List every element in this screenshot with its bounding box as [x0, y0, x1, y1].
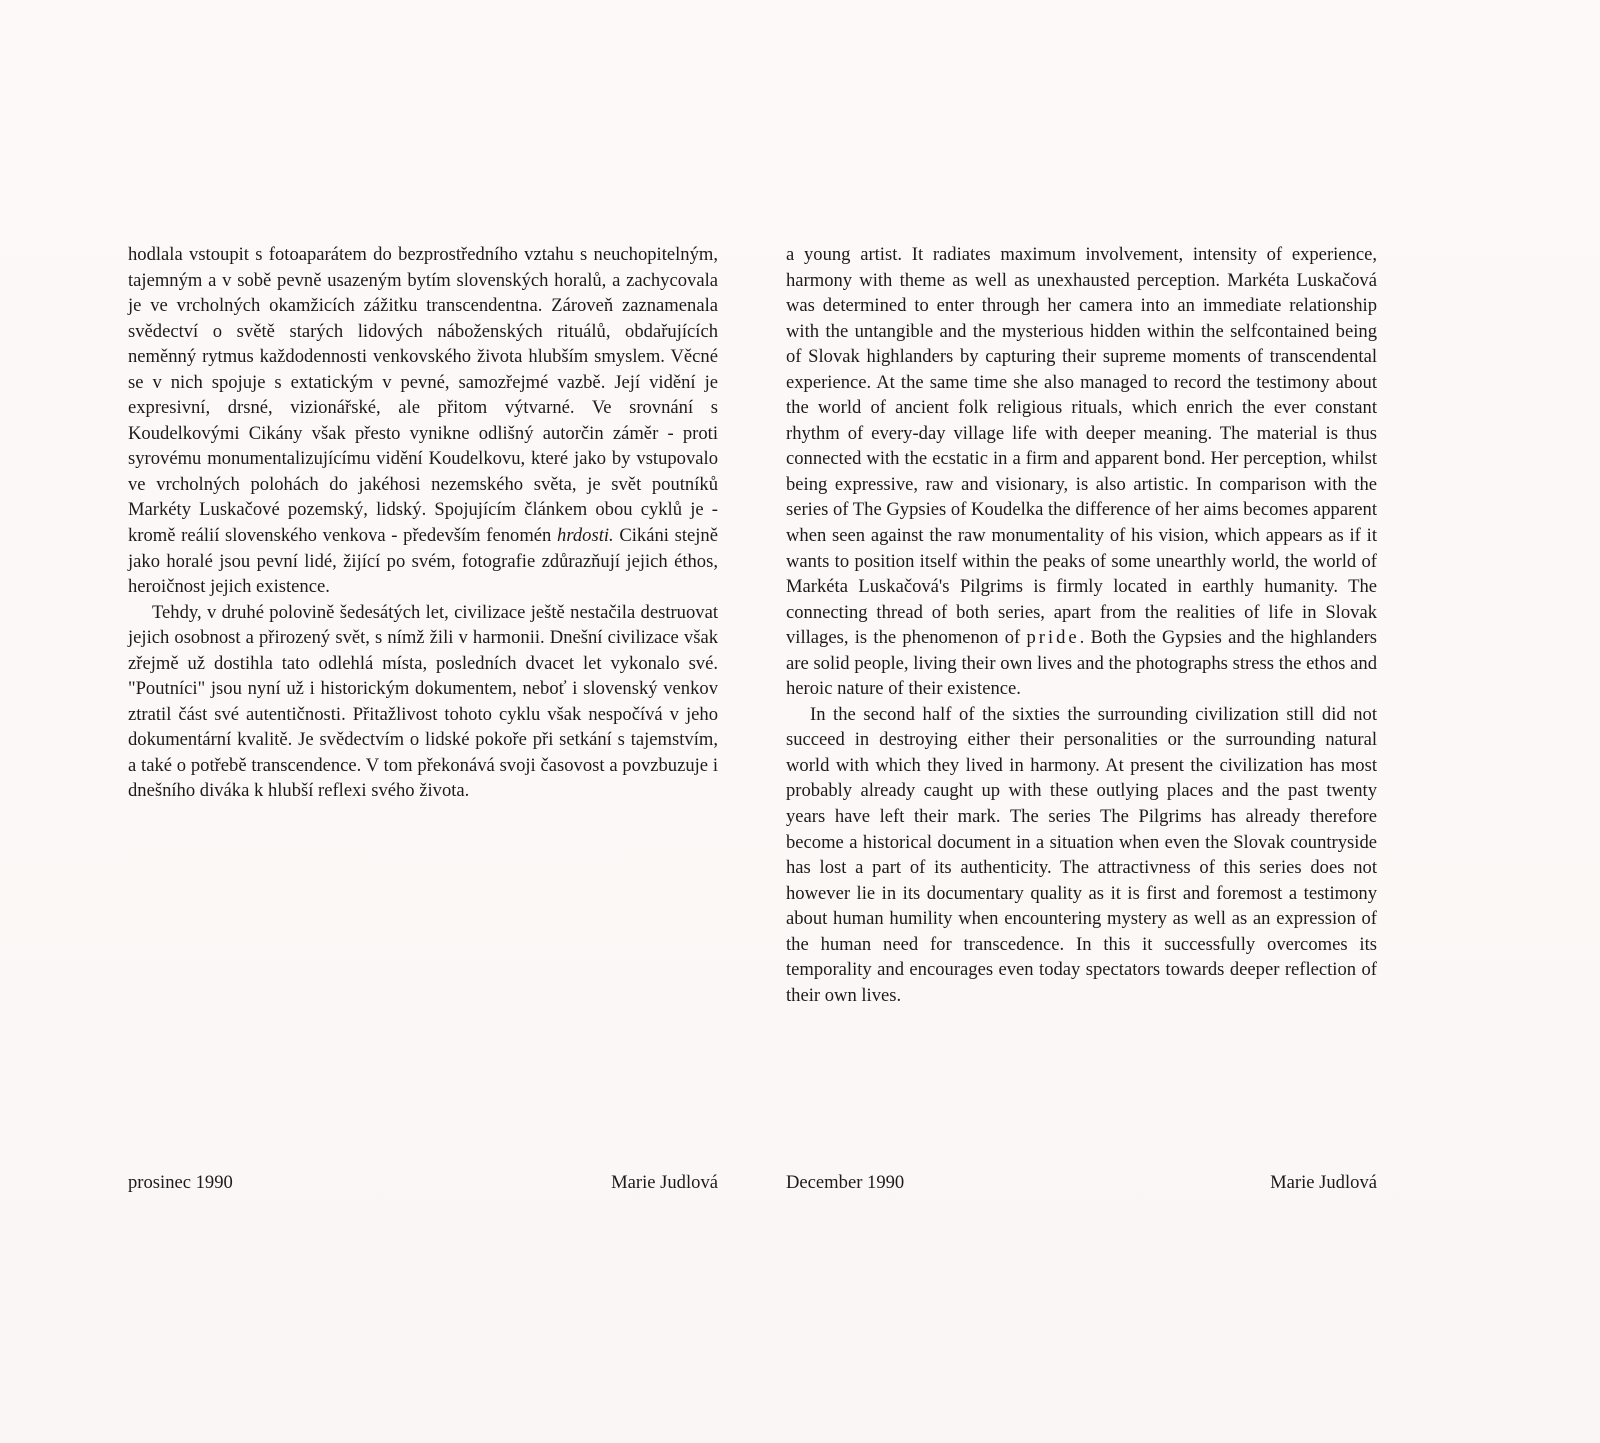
english-paragraph-1 [786, 242, 1377, 702]
czech-signature-line [128, 1172, 718, 1194]
english-paragraph-2: In the second half of the sixties the surrounding civilization still did not succeed in destroying either their personalities or the surrounding natural world with which they lived in harmony. At present the civilization has most probably already caught up with these outlying places and the past twenty years have left their mark. The series The Pilgrims has already therefore become a historical document in a situation when even the Slovak countryside has lost a part of its authenticity. The attractivness of this series does not however lie in its documentary quality as it is first and foremost a testimony about human humility when encountering mystery as well as an expression of the human need for transcedence. In this it successfully overcomes its temporality and encourages even today spectators towards deeper reflection of their own lives. [786, 703, 1377, 1006]
czech-paragraph-1-end: Cikáni stejně jako horalé jsou pevní lidé, žijící po svém, fotografie zdůrazňují jejich éthos, heroičnost jejich existence. [128, 525, 718, 598]
english-paragraph-1-end: . Both the Gypsies and the highlanders are solid people, living their own lives and the photographs stress the ethos and heroic nature of their existence. [786, 627, 1377, 700]
english-signature-line [786, 1172, 1377, 1194]
english-paragraph-1-text: a young artist. It radiates maximum involvement, intensity of experience, harmony with theme as well as unexhausted perception. Markéta Luskačová was determined to enter through her camera into an immediate relationship with the untangible and the mysterious hidden within the selfcontained being of Slovak highlanders by capturing their supreme moments of transcendental experience. At the same time she also managed to record the testimony about the world of ancient folk religious rituals, which enrich the ever constant rhythm of every-day village life with deeper meaning. The material is thus connected with the ecstatic in a firm and apparent bond. Her perception, whilst being expressive, raw and visionary, is also artistic. In comparison with the series of The Gypsies of Koudelka the difference of her aims becomes apparent when seen against the raw monumentality of his vision, which appears as if it wants to position itself within the peaks of some unearthly world, the world of Markéta Luskačová's Pilgrims is firmly located in earthly humanity. The connecting thread of both series, apart from the realities of life in Slovak villages, is the phenomenon of [786, 244, 1377, 649]
czech-emphasis-hrdosti: hrdosti. [557, 525, 614, 547]
czech-text-column [128, 242, 718, 804]
czech-date: prosinec 1990 [128, 1172, 233, 1193]
english-author: Marie Judlová [1270, 1172, 1377, 1193]
english-date: December 1990 [786, 1172, 905, 1193]
english-emphasis-pride: pride [1026, 627, 1080, 649]
czech-paragraph-1 [128, 242, 718, 600]
english-text-column [786, 242, 1377, 1008]
czech-author: Marie Judlová [611, 1172, 718, 1193]
czech-paragraph-1-text: hodlala vstoupit s fotoaparátem do bezprostředního vztahu s neuchopitelným, tajemným a v sobě pevně usazeným bytím slovenských horalů, a zachycovala je ve vrcholných okamžicích zážitku transcendentna. Zároveň zaznamenala svědectví o světě starých lidových náboženských rituálů, obdařujících neměnný rytmus každodennosti venkovského života hlubším smyslem. Věcné se v nich spojuje s extatickým v pevné, samozřejmé vazbě. Její vidění je expresivní, drsné, vizionářské, ale přitom výtvarné. Ve srovnání s Koudelkovými Cikány však přesto vynikne odlišný autorčin záměr - proti syrovému monumentalizujícímu vidění Koudelkovu, které jako by vstupovalo ve vrcholných polohách do jakéhosi nezemského světa, je svět poutníků Markéty Luskačové pozemský, lidský. Spojujícím článkem obou cyklů je - kromě reálií slovenského venkova - především fenomén [128, 244, 718, 547]
czech-paragraph-2: Tehdy, v druhé polovině šedesátých let, civilizace ještě nestačila destruovat jejich osobnost a přirozený svět, s nímž žili v harmonii. Dnešní civilizace však zřejmě už dostihla tato odlehlá místa, posledních dvacet let vykonalo své. "Poutníci" jsou nyní už i historickým dokumentem, neboť i slovenský venkov ztratil část své autentičnosti. Přitažlivost tohoto cyklu však nespočívá v jeho dokumentární kvalitě. Je svědectvím o lidské pokoře při setkání s tajemstvím, a také o potřebě transcendence. V tom překonává svoji časovost a povzbuzuje i dnešního diváka k hlubší reflexi svého života. [128, 601, 718, 802]
